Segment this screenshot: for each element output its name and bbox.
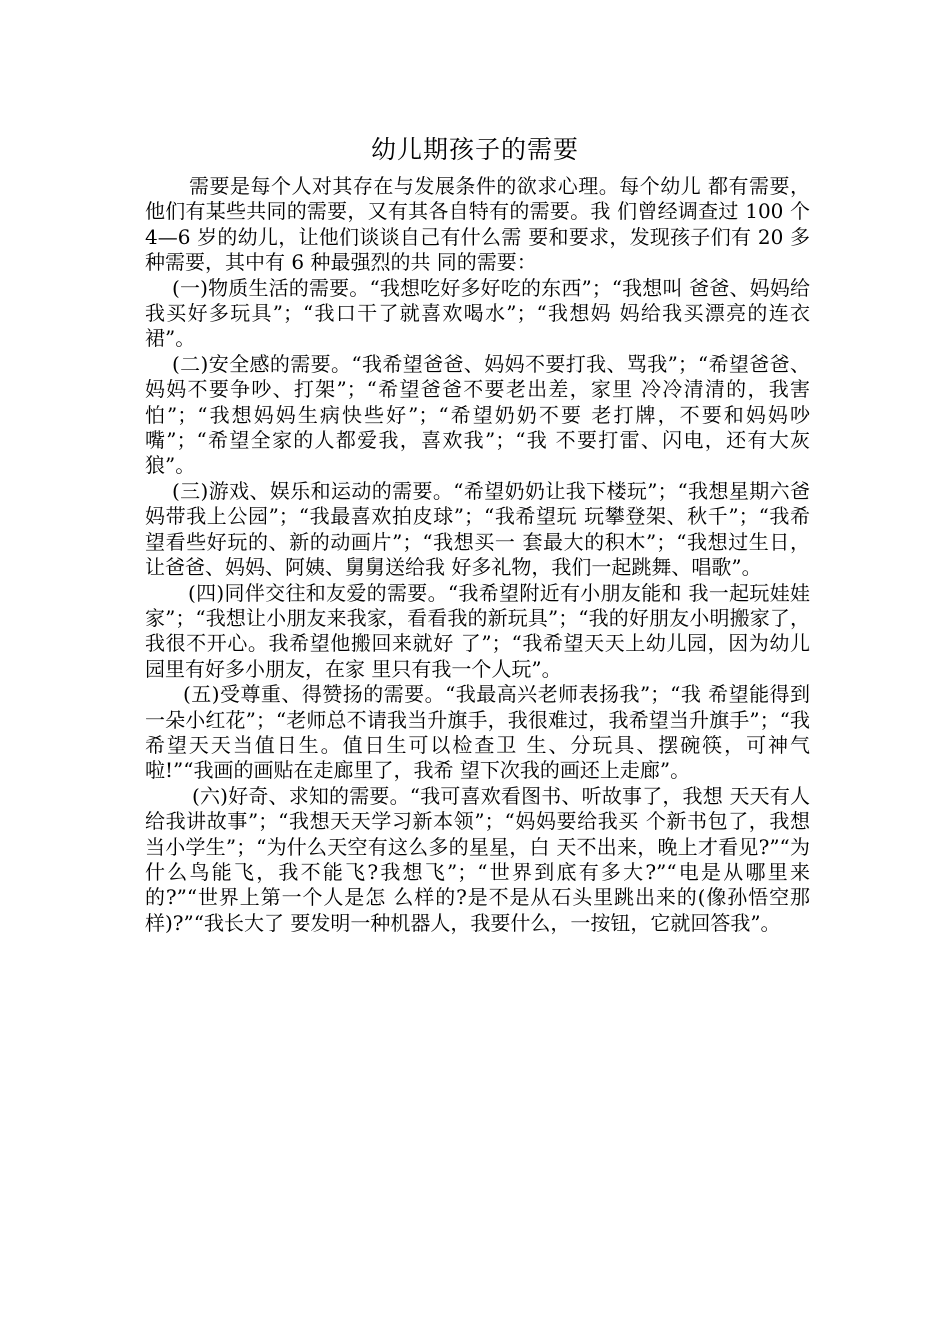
- paragraph-respect-needs: (五)受尊重、得赞扬的需要。“我最高兴老师表扬我”；“我 希望能得到一朵小红花”；“老师总不请我当升旗手，我很难过，我希望当升旗手”；“我希望天天当值日生。值日生可以检查卫 生、分玩具、摆碗筷，可神气啦!”“我画的画贴在走廊里了，我希 望下次我的画还上走廊”。: [145, 682, 810, 783]
- document-title: 幼儿期孩子的需要: [370, 135, 579, 164]
- paragraph-play-needs: (三)游戏、娱乐和运动的需要。“希望奶奶让我下楼玩”；“我想星期六爸妈带我上公园”；“我最喜欢拍皮球”；“我希望玩 玩攀登架、秋千”；“我希望看些好玩的、新的动画片”；“我想买一 套最大的积木”；“我想过生日，让爸爸、妈妈、阿姨、舅舅送给我 好多礼物，我们一起跳舞、唱歌”。: [145, 478, 810, 580]
- paragraph-safety-needs: (二)安全感的需要。“我希望爸爸、妈妈不要打我、骂我”；“希望爸爸、妈妈不要争吵、打架”；“希望爸爸不要老出差，家里 冷冷清清的，我害怕”；“我想妈妈生病快些好”；“希望奶奶不要 老打牌，不要和妈妈吵嘴”；“希望全家的人都爱我，喜欢我”；“我 不要打雷、闪电，还有大灰狼”。: [145, 351, 810, 478]
- paragraph-material-needs: (一)物质生活的需要。“我想吃好多好吃的东西”；“我想叫 爸爸、妈妈给我买好多玩具”；“我口干了就喜欢喝水”；“我想妈 妈给我买漂亮的连衣裙”。: [145, 275, 810, 351]
- paragraph-curiosity-needs: (六)好奇、求知的需要。“我可喜欢看图书、听故事了，我想 天天有人给我讲故事”；“我想天天学习新本领”；“妈妈要给我买 个新书包了，我想当小学生”；“为什么天空有这么多的星星，白 天不出来，晚上才看见?”“为什么鸟能飞，我不能飞?我想飞”；“世界到底有多大?”“电是从哪里来的?”“世界上第一个人是怎 么样的?是不是从石头里跳出来的(像孙悟空那样)?”“我长大了 要发明一种机器人，我要什么，一按钮，它就回答我”。: [145, 783, 810, 935]
- document-body: [145, 174, 810, 936]
- intro-paragraph: 需要是每个人对其存在与发展条件的欲求心理。每个幼儿 都有需要，他们有某些共同的需要，又有其各自特有的需要。我 们曾经调查过 100 个 4—6 岁的幼儿，让他们谈谈自己有什么需 要和要求，发现孩子们有 20 多种需要，其中有 6 种最强烈的共 同的需要：: [145, 174, 810, 275]
- paragraph-friendship-needs: (四)同伴交往和友爱的需要。“我希望附近有小朋友能和 我一起玩娃娃家”；“我想让小朋友来我家，看看我的新玩具”；“我的好朋友小明搬家了，我很不开心。我希望他搬回来就好 了”；“我希望天天上幼儿园，因为幼儿园里有好多小朋友，在家 里只有我一个人玩”。: [145, 580, 810, 681]
